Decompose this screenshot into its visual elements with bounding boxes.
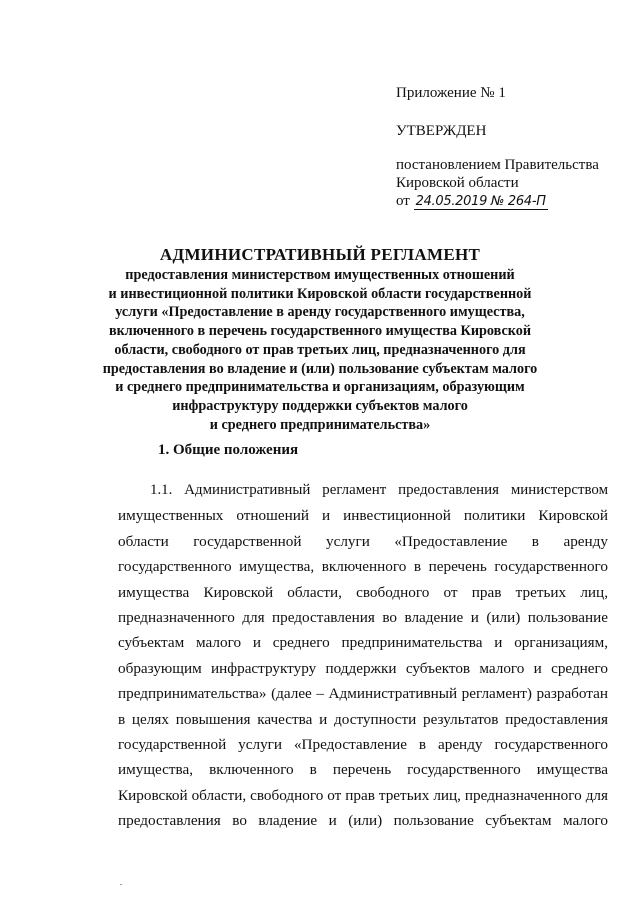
approved-label: УТВЕРЖДЕН xyxy=(396,123,487,139)
section-heading: 1. Общие положения xyxy=(158,442,299,458)
paragraph-line: предпринимательства» (далее – Административный регламент) разработан xyxy=(118,685,608,703)
paragraph-line: субъектам малого и среднего предпринимательства и организациям, xyxy=(118,634,608,652)
document-subtitle xyxy=(100,266,540,434)
approval-stamp-block xyxy=(396,84,626,211)
body-paragraph xyxy=(118,478,608,833)
paragraph-line: Кировской области, свободного от прав третьих лиц, предназначенного для xyxy=(118,786,608,804)
paragraph-line: государственного имущества, включенного в перечень государственного xyxy=(118,558,608,576)
document-title-block xyxy=(100,244,540,434)
appendix-label: Приложение № 1 xyxy=(396,85,506,101)
subtitle-line: и инвестиционной политики Кировской области государственной xyxy=(108,285,532,302)
paragraph-line: предоставления во владение и (или) пользование субъектам малого xyxy=(118,812,608,830)
subtitle-line: и среднего предпринимательства и организациям, образующим xyxy=(115,379,525,396)
subtitle-line: инфраструктуру поддержки субъектов малого xyxy=(172,397,468,414)
subtitle-line: включенного в перечень государственного имущества Кировской xyxy=(108,323,532,340)
paragraph-line: государственной услуги «Предоставление в аренду государственного xyxy=(118,735,608,753)
date-prefix: от xyxy=(396,193,410,209)
paragraph-line: имущественных отношений и инвестиционной политики Кировской xyxy=(118,507,608,525)
subtitle-line: и среднего предпринимательства» xyxy=(209,416,431,433)
document-title: АДМИНИСТРАТИВНЫЙ РЕГЛАМЕНТ xyxy=(159,245,481,264)
paragraph-line: имущества, включенного в перечень государственного имущества xyxy=(118,761,608,779)
approval-date-line xyxy=(396,192,626,211)
paragraph-line: образующим инфраструктуру поддержки субъектов малого и среднего xyxy=(118,659,608,677)
subtitle-line: услуги «Предоставление в аренду государственного имущества, xyxy=(115,304,525,321)
handwritten-date-number: 24.05.2019 № 264-П xyxy=(415,194,546,209)
paragraph-line: в целях повышения качества и доступности результатов предоставления xyxy=(118,710,608,728)
subtitle-line: области, свободного от прав третьих лиц, предназначенного для xyxy=(114,341,526,358)
scan-speck xyxy=(120,884,122,885)
paragraph-line: области государственной услуги «Предоставление в аренду xyxy=(118,532,608,550)
paragraph-line: 1.1. Административный регламент предоставления министерством xyxy=(150,482,608,498)
approved-by-line-1: постановлением Правительства xyxy=(396,157,599,173)
paragraph-line: имущества Кировской области, свободного от прав третьих лиц, xyxy=(118,583,608,601)
subtitle-line: предоставления министерством имущественных отношений xyxy=(125,267,515,283)
paragraph-line: предназначенного для предоставления во владение и (или) пользование xyxy=(118,608,608,626)
approved-by-line-2: Кировской области xyxy=(396,175,519,191)
subtitle-line: предоставления во владение и (или) пользование субъектам малого xyxy=(102,360,538,377)
